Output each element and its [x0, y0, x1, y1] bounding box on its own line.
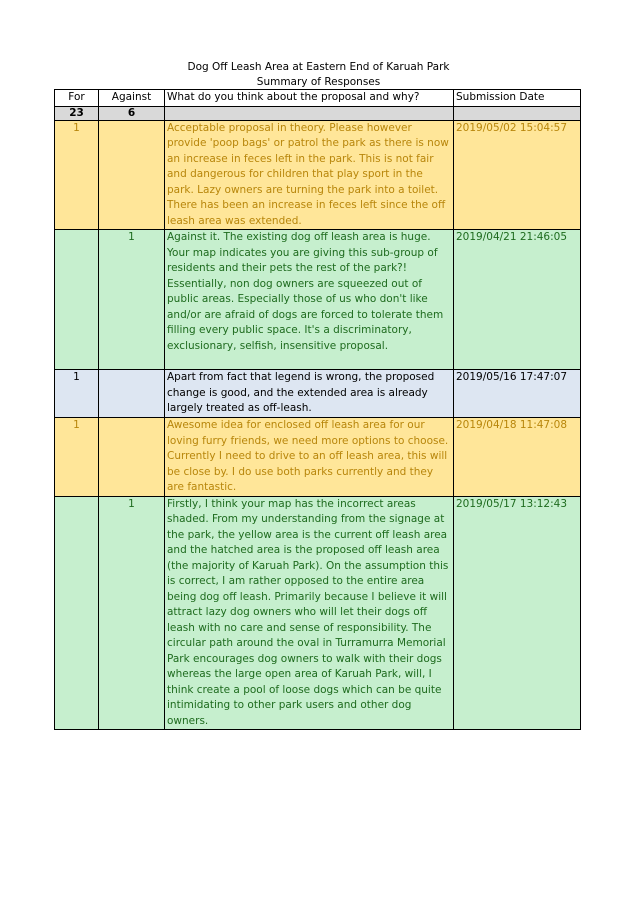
- header-against: Against: [99, 90, 165, 107]
- row-for: 1: [55, 418, 99, 497]
- row-submission-date: 2019/05/16 17:47:07: [454, 370, 581, 418]
- table-row: [55, 418, 581, 497]
- total-date: [454, 106, 581, 120]
- responses-table: [54, 89, 581, 730]
- row-for: [55, 496, 99, 730]
- row-submission-date: 2019/04/21 21:46:05: [454, 230, 581, 370]
- document-subtitle: Summary of Responses: [256, 76, 381, 88]
- row-response-text: Apart from fact that legend is wrong, the proposed change is good, and the extended area is already largely treated as off-leash.: [165, 370, 454, 418]
- row-response-text: Acceptable proposal in theory. Please however provide 'poop bags' or patrol the park as there is now an increase in feces left in the park. This is not fair and dangerous for children that play sport in the park. Lazy owners are turning the park into a toilet. There has been an increase in feces left since the off leash area was extended.: [165, 120, 454, 230]
- row-against: [99, 418, 165, 497]
- total-against: 6: [99, 106, 165, 120]
- header-for: For: [55, 90, 99, 107]
- row-response-text: Against it. The existing dog off leash area is huge. Your map indicates you are giving this sub-group of residents and their pets the rest of the park?! Essentially, non dog owners are squeezed out of public areas. Especially those of us who don't like and/or are afraid of dogs are forced to tolerate them filling every public space. It's a discriminatory, exclusionary, selfish, insensitive proposal.: [165, 230, 454, 370]
- row-against: [99, 370, 165, 418]
- total-for: 23: [55, 106, 99, 120]
- row-submission-date: 2019/05/17 13:12:43: [454, 496, 581, 730]
- header-date: Submission Date: [454, 90, 581, 107]
- document-title: Dog Off Leash Area at Eastern End of Karuah Park: [187, 61, 450, 73]
- row-for: 1: [55, 120, 99, 230]
- total-question: [165, 106, 454, 120]
- row-against: 1: [99, 496, 165, 730]
- header-question: What do you think about the proposal and why?: [165, 90, 454, 107]
- row-for: 1: [55, 370, 99, 418]
- table-row: [55, 496, 581, 730]
- row-against: [99, 120, 165, 230]
- row-for: [55, 230, 99, 370]
- row-response-text: Awesome idea for enclosed off leash area for our loving furry friends, we need more options to choose. Currently I need to drive to an off leash area, this will be close by. I do use both parks currently and they are fantastic.: [165, 418, 454, 497]
- table-row: [55, 230, 581, 370]
- row-response-text: Firstly, I think your map has the incorrect areas shaded. From my understanding from the signage at the park, the yellow area is the current off leash area and the hatched area is the proposed off leash area (the majority of Karuah Park). On the assumption this is correct, I am rather opposed to the entire area being dog off leash. Primarily because I believe it will attract lazy dog owners who will let their dogs off leash with no care and sense of responsibility. The circular path around the oval in Turramurra Memorial Park encourages dog owners to walk with their dogs whereas the large open area of Karuah Park, will, I think create a pool of loose dogs which can be quite intimidating to other park users and other dog owners.: [165, 496, 454, 730]
- table-row: [55, 120, 581, 230]
- totals-row: [55, 106, 581, 120]
- row-against: 1: [99, 230, 165, 370]
- row-submission-date: 2019/04/18 11:47:08: [454, 418, 581, 497]
- header-row: [55, 90, 581, 107]
- table-row: [55, 370, 581, 418]
- row-submission-date: 2019/05/02 15:04:57: [454, 120, 581, 230]
